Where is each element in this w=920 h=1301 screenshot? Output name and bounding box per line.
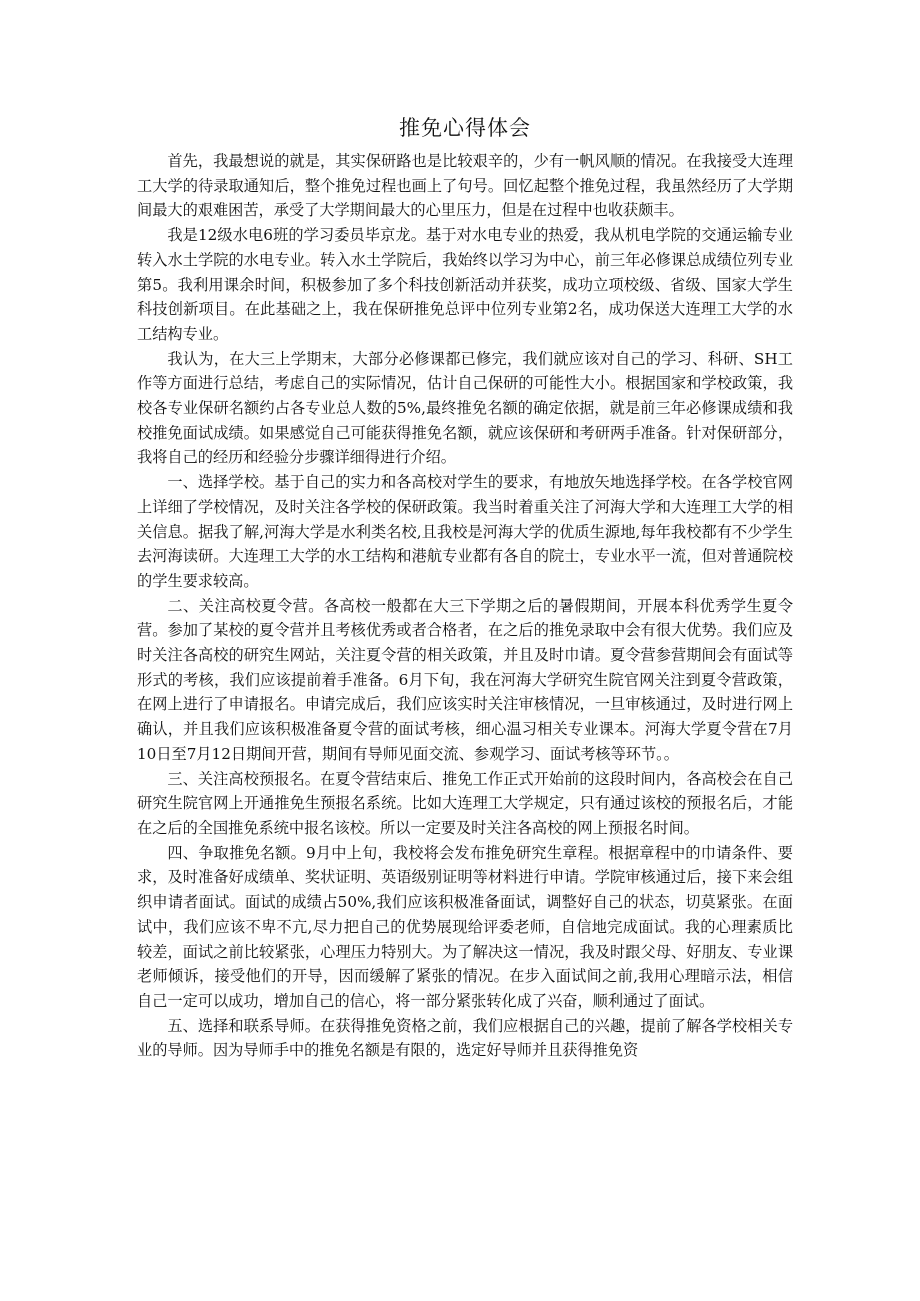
paragraph-step-5: 五、选择和联系导师。在获得推免资格之前，我们应根据自己的兴趣，提前了解各学校相关专业的导师。因为导师手中的推免名额是有限的，选定好导师并且获得推免资 [137,1016,793,1060]
paragraph-step-1: 一、选择学校。基于自己的实力和各高校对学生的要求，有地放矢地选择学校。在各学校官网上详细了学校情况，及时关注各学校的保研政策。我当时着重关注了河海大学和大连理工大学的相关信息。据我了解,河海大学是水利类名校,且我校是河海大学的优质生源地,每年我校都有不少学生去河海读研。大连理工大学的水工结构和港航专业都有各自的院士，专业水平一流，但对普通院校的学生要求较高。 [137,473,793,590]
paragraph-opinion: 我认为，在大三上学期末，大部分必修课都已修完，我们就应该对自己的学习、科研、SH工作等方面进行总结，考虑自己的实际情况，估计自己保研的可能性大小。根据国家和学校政策，我校各专业保研名额约占各专业总人数的5%,最终推免名额的确定依据，就是前三年必修课成绩和我校推免面试成绩。如果感觉自己可能获得推免名额，就应该保研和考研两手准备。针对保研部分，我将自己的经历和经验分步骤详细得进行介绍。 [137,349,793,467]
paragraph-step-3: 三、关注高校预报名。在夏令营结束后、推免工作正式开始前的这段时间内，各高校会在自己研究生院官网上开通推免生预报名系统。比如大连理工大学规定，只有通过该校的预报名后，才能在之后的全国推免系统中报名该校。所以一定要及时关注各高校的网上预报名时间。 [137,769,793,837]
paragraph-background: 我是12级水电6班的学习委员毕京龙。基于对水电专业的热爱，我从机电学院的交通运输专业转入水土学院的水电专业。转入水土学院后，我始终以学习为中心，前三年必修课总成绩位列专业第5。我利用课余时间，积极参加了多个科技创新活动并获奖，成功立项校级、省级、国家大学生科技创新项目。在此基础之上，我在保研推免总评中位列专业第2名，成功保送大连理工大学的水工结构专业。 [137,226,793,343]
document-title: 推免心得体会 [399,116,531,140]
paragraph-step-4: 四、争取推免名额。9月中上旬，我校将会发布推免研究生章程。根据章程中的巾请条件、要求，及时准备好成绩单、奖状证明、英语级别证明等材料进行申请。学院审核通过后，接下来会组织申请者面试。面试的成绩占50%,我们应该积极准备面试，调整好自己的状态，切莫紧张。在面试中，我们应该不卑不亢,尽力把自己的优势展现给评委老师，自信地完成面试。我的心理素质比较差，面试之前比较紧张，心理压力特别大。为了解决这一情况，我及时跟父母、好朋友、专业课老师倾诉，接受他们的开导，因而缓解了紧张的情况。在步入面试间之前,我用心理暗示法，相信自己一定可以成功，增加自己的信心，将一部分紧张转化成了兴奋，顺利通过了面试。 [137,843,793,1010]
document-page [137,113,793,1063]
paragraph-intro: 首先，我最想说的就是，其实保研路也是比较艰辛的，少有一帆风顺的情况。在我接受大连理工大学的待录取通知后，整个推免过程也画上了句号。回忆起整个推免过程，我虽然经历了大学期间最大的艰难困苦，承受了大学期间最大的心里压力，但是在过程中也收获颇丰。 [137,152,793,220]
paragraph-step-2: 二、关注高校夏令营。各高校一般都在大三下学期之后的暑假期间，开展本科优秀学生夏令营。参加了某校的夏令营并且考核优秀或者合格者，在之后的推免录取中会有很大优势。我们应及时关注各高校的研究生网站，关注夏令营的相关政策，并且及时巾请。夏令营参营期间会有面试等形式的考核，我们应该提前着手准备。6月下旬，我在河海大学研究生院官网关注到夏令营政策，在网上进行了申请报名。申请完成后，我们应该实时关注审核情况，一旦审核通过，及时进行网上确认，并且我们应该积极准备夏令营的面试考核，细心温习相关专业课本。河海大学夏令营在7月10日至7月12日期间开营，期间有导师见面交流、参观学习、面试考核等环节。。 [137,596,793,763]
